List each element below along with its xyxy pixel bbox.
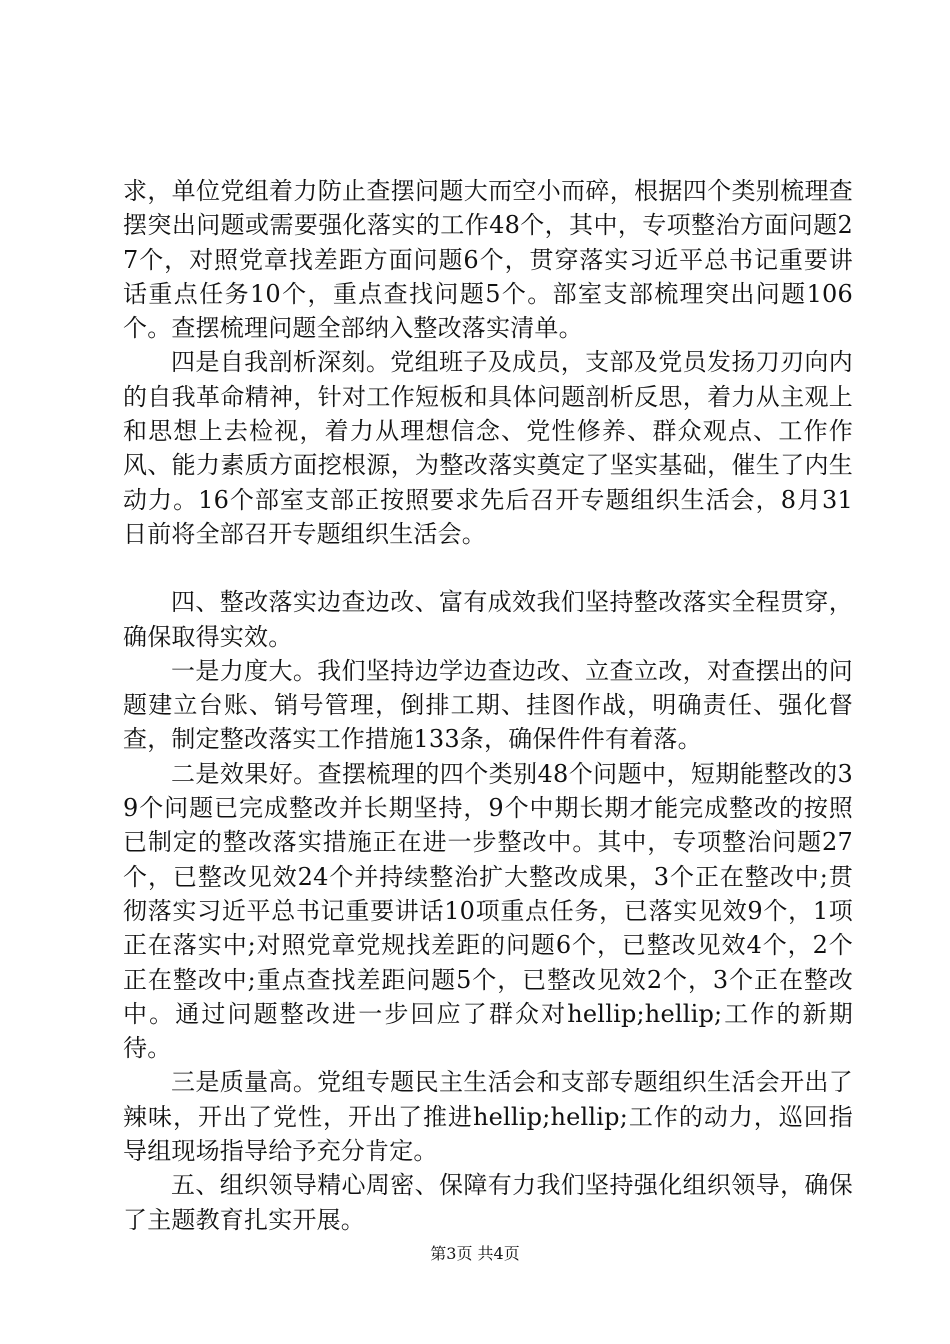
section-heading-leadership: 五、组织领导精心周密、保障有力我们坚持强化组织领导，确保了主题教育扎实开展。 (123, 1171, 853, 1234)
page-footer: 第3页 共4页 (430, 1244, 520, 1263)
paragraph-effect: 二是效果好。查摆梳理的四个类别48个问题中，短期能整改的39个问题已完成整改并长期坚持，9个中期长期才能完成整改的按照已制定的整改落实措施正在进一步整改中。其中，专项整治问题27个，已整改见效24个并持续整治扩大整改成果，3个正在整改中;贯彻落实习近平总书记重要讲话10项重点任务，已落实见效9个，1项正在落实中;对照党章党规找差距的问题6个，已整改见效4个，2个正在整改中;重点查找差距问题5个，已整改见效2个，3个正在整改中。通过问题整改进一步回应了群众对hellip;hellip;工作的新期待。 (123, 759, 853, 1063)
paragraph-self-analysis: 四是自我剖析深刻。党组班子及成员，支部及党员发扬刀刃向内的自我革命精神，针对工作短板和具体问题剖析反思，着力从主观上和思想上去检视，着力从理想信念、党性修养、群众观点、工作作风、能力素质方面挖根源，为整改落实奠定了坚实基础，催生了内生动力。16个部室支部正按照要求先后召开专题组织生活会，8月31日前将全部召开专题组织生活会。 (123, 348, 853, 548)
paragraph-strength: 一是力度大。我们坚持边学边查边改、立查立改，对查摆出的问题建立台账、销号管理，倒排工期、挂图作战，明确责任、强化督查，制定整改落实工作措施133条，确保件件有着落。 (123, 656, 853, 754)
section-heading-rectification: 四、整改落实边查边改、富有成效我们坚持整改落实全程贯穿，确保取得实效。 (123, 588, 853, 651)
paragraph-quality: 三是质量高。党组专题民主生活会和支部专题组织生活会开出了辣味，开出了党性，开出了推进hellip;hellip;工作的动力，巡回指导组现场指导给予充分肯定。 (123, 1068, 853, 1166)
document-body (123, 174, 853, 1237)
paragraph-continuation: 求，单位党组着力防止查摆问题大而空小而碎，根据四个类别梳理查摆突出问题或需要强化落实的工作48个，其中，专项整治方面问题27个，对照党章找差距方面问题6个，贯穿落实习近平总书记重要讲话重点任务10个，重点查找问题5个。部室支部梳理突出问题106个。查摆梳理问题全部纳入整改落实清单。 (123, 177, 853, 343)
